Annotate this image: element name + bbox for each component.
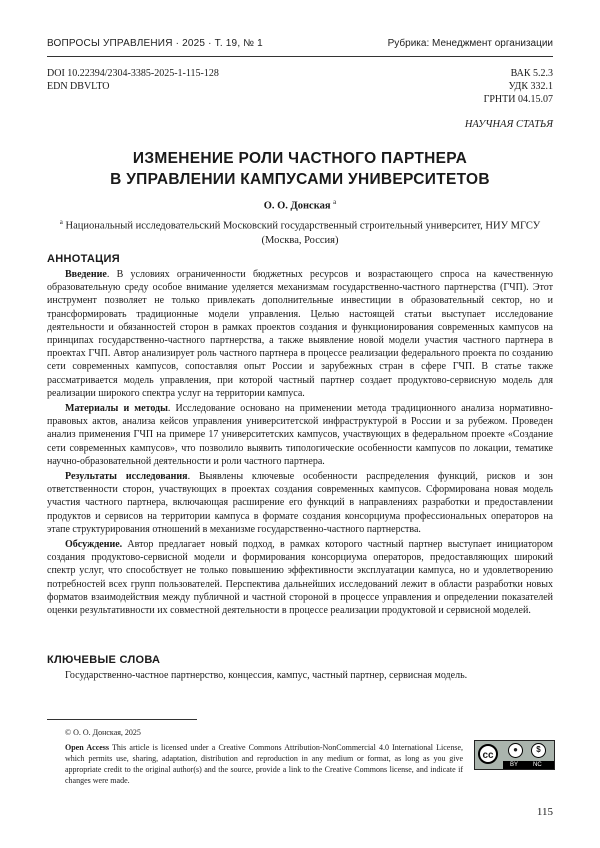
no-commercial-icon: $ xyxy=(531,743,546,758)
author-mark: a xyxy=(333,198,336,206)
affiliation xyxy=(47,215,553,248)
identifiers-left xyxy=(47,67,219,93)
cc-logo-icon: cc xyxy=(478,744,498,764)
discussion-text: Автор предлагает новый подход, в рамках которого частный партнер выступает инициатором создания продуктово-сервисной модели и формирования консорциума операторов, предоставляющих широкий спектр услуг, что способствует не только повышению эффективности эксплуатации кампуса, но и удовлетворению потребностей всех групп пользователей. Перспектива дальнейших исследований лежит в области разработки новых форматов взаимодействия между публичной и частной стороной в процессе управления и определении показателей оценки результативности их совместной деятельности в процессе реализации продуктовой и сервисной моделей. xyxy=(47,539,553,616)
abstract-results xyxy=(47,470,553,536)
grnti-code: ГРНТИ 04.15.07 xyxy=(484,93,553,106)
discussion-label: Обсуждение. xyxy=(65,539,122,550)
affiliation-location: (Москва, Россия) xyxy=(47,234,553,248)
by-label: BY xyxy=(510,761,518,769)
abstract-introduction xyxy=(47,268,553,400)
footnote xyxy=(65,727,463,786)
journal-title: ВОПРОСЫ УПРАВЛЕНИЯ · 2025 · Т. 19, № 1 xyxy=(47,38,263,49)
footnote-divider xyxy=(47,719,197,720)
intro-label: Введение xyxy=(65,269,107,280)
identifiers-right xyxy=(484,67,553,106)
abstract-body xyxy=(47,268,553,619)
rubric-label: Рубрика: Менеджмент организации xyxy=(388,38,553,49)
methods-text: . Исследование основано на применении метода традиционного анализа нормативно-правовых актов, анализа кейсов управления университетской инфраструктурой в России и за рубежом. Проведен анализ применения ГЧП на примере 17 университетских кампусов, участвующих в федеральном проекте «Создание сети современных кампусов», что позволило выявить типологические особенности кампусов по локации, тематике научно-образовательной деятельности и роли частного партнера. xyxy=(47,403,553,467)
vak-code: ВАК 5.2.3 xyxy=(484,67,553,80)
results-label: Результаты исследования xyxy=(65,471,188,482)
author-name: О. О. Донская xyxy=(264,201,331,212)
doi-link[interactable]: DOI 10.22394/2304-3385-2025-1-115-128 xyxy=(47,67,219,80)
affiliation-name: Национальный исследовательский Московский государственный строительный университет, НИУ МГСУ xyxy=(66,221,541,232)
abstract-discussion xyxy=(47,538,553,617)
nc-label: NC xyxy=(533,761,542,769)
header-divider xyxy=(47,56,553,57)
abstract-heading: АННОТАЦИЯ xyxy=(47,253,120,265)
edn-code: EDN DBVLTO xyxy=(47,80,219,93)
keywords-text: Государственно-частное партнерство, концессия, кампус, частный партнер, сервисная модель. xyxy=(65,669,553,682)
affiliation-mark: a xyxy=(60,218,63,226)
results-text: . Выявлены ключевые особенности распределения функций, рисков и зон ответственности сторон, участвующих в проектах создания современных кампусов. Сформирована новая модель участия частного партнера, включающая расширение его функций в направлениях разработки и предоставлении продуктов и сервисов на территории кампуса в формате создания консорциума профессиональных операторов на этапе структурирования отношений в механизме государственно-частного партнерства. xyxy=(47,471,553,535)
udk-code: УДК 332.1 xyxy=(484,80,553,93)
methods-label: Материалы и методы xyxy=(65,403,168,414)
badge-labels xyxy=(503,761,554,769)
article-type: НАУЧНАЯ СТАТЬЯ xyxy=(465,119,553,130)
person-icon: ● xyxy=(508,743,523,758)
article-title xyxy=(47,148,553,190)
open-access-label: Open Access xyxy=(65,743,109,752)
license-statement xyxy=(65,742,463,786)
abstract-methods xyxy=(47,402,553,468)
title-line-1: ИЗМЕНЕНИЕ РОЛИ ЧАСТНОГО ПАРТНЕРА xyxy=(47,148,553,169)
author-line xyxy=(47,198,553,212)
cc-by-nc-badge[interactable] xyxy=(474,740,555,770)
keywords-heading: КЛЮЧЕВЫЕ СЛОВА xyxy=(47,654,160,666)
license-text: This article is licensed under a Creative Commons Attribution-NonCommercial 4.0 International License, which permits use, sharing, adaptation, distribution and reproduction in any medium or format, as long as you give appropriate credit to the original author(s) and the source, provide a link to the Creative Commons license, and indicate if changes were made. xyxy=(65,743,463,785)
page-number: 115 xyxy=(537,806,553,818)
intro-text: . В условиях ограниченности бюджетных ресурсов и возрастающего спроса на качественную образовательную среду особое внимание уделяется механизмам государственно-частного партнерства (ГЧП). Этот инструмент позволяет не только привлекать дополнительные инвестиции в образовательный сектор, но и трансформировать традиционные модели управления. Целью настоящей статьи выступает исследование деятельности и обязанностей сторон в рамках проектов создания и функционирования современных кампусов на принципах государственно-частного партнерства, а также выявление новой модели участия частного партнера в проектах ГЧП. Автор анализирует роль частного партнера в процессе реализации федерального проекта по созданию сети современных кампусов, сопоставляя опыт России и зарубежных стран в сфере ГЧП. В статье также рассматривается модель управления, при которой частный партнер создает продуктово-сервисную модель для реализации широкого спектра услуг на территории кампуса. xyxy=(47,269,553,399)
title-line-2: В УПРАВЛЕНИИ КАМПУСАМИ УНИВЕРСИТЕТОВ xyxy=(47,169,553,190)
copyright-line: © О. О. Донская, 2025 xyxy=(65,727,463,738)
